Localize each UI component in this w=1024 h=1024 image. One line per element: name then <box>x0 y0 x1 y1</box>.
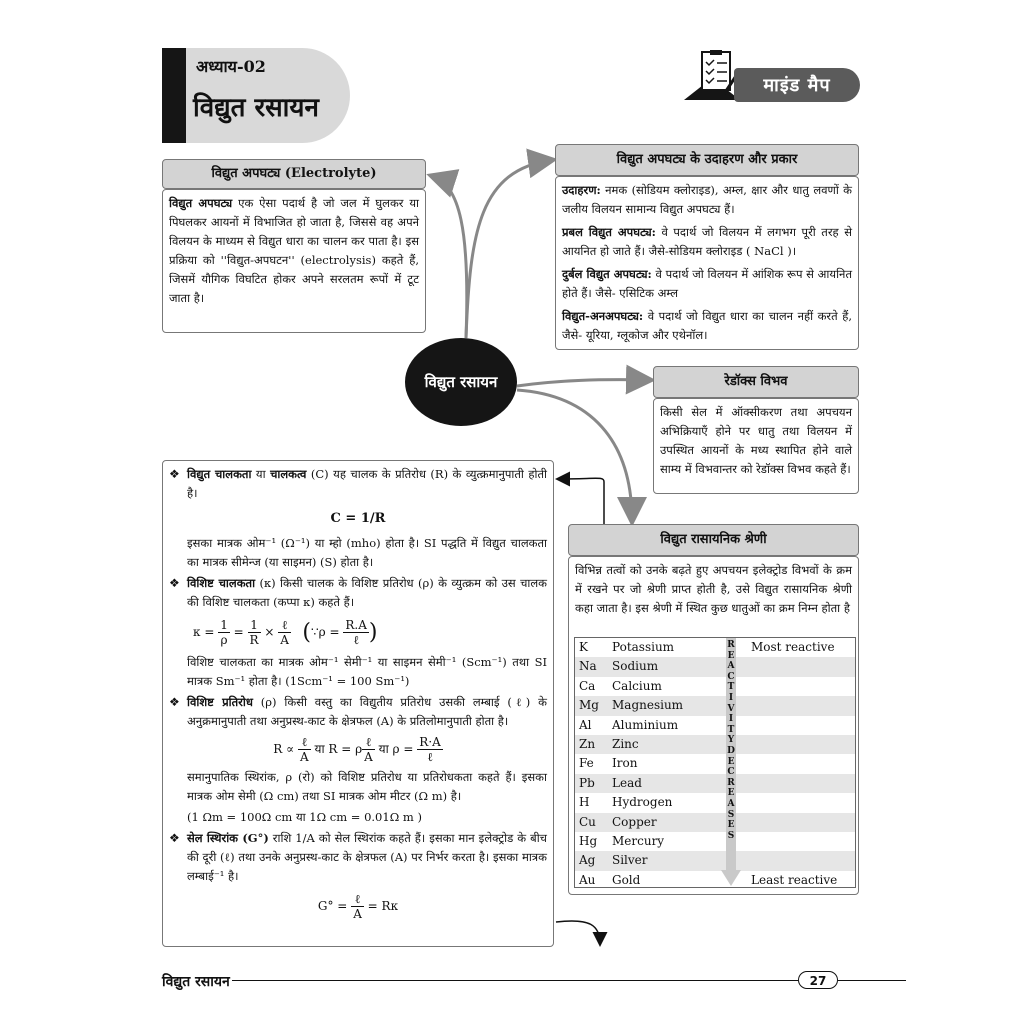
formula-cell-constant: G° = $\frac{\text{ℓ}}{A}$ = Rκ <box>317 892 399 921</box>
conductivity-unit-text: इसका मात्रक ओम⁻¹ (Ω⁻¹) या म्हो (mho) होता है। SI पद्धति में विद्युत चालकता का मात्रक सीमेन्ज (या साइमन) (S) होता है। <box>187 536 547 569</box>
electrolyte-text: एक ऐसा पदार्थ है जो जल में घुलकर या पिघलकर आयनों में विभाजित हो जाता है, जिससे वह अपने विलयन के माध्यम से विद्युत धारा का चालन कर पाता है। इस प्रक्रिया को ''विद्युत-अपघटन'' (electrolysis) कहते हैं, जिसमें यौगिक विघटित होकर अपने सरलतम रूपों में टूट जाता है। <box>169 196 420 305</box>
examples-item-term: प्रबल विद्युत अपघट्य: <box>562 225 656 239</box>
series-row <box>575 677 855 696</box>
resistivity-bullet <box>169 693 547 731</box>
cell-constant-bullet <box>169 829 547 886</box>
connector-to-redox <box>517 380 650 386</box>
conductivity-text: (C) यह चालक के प्रतिरोध (R) के व्युत्क्रमानुपाती होती है। <box>187 467 547 500</box>
series-row <box>575 851 855 870</box>
examples-item-text: वे पदार्थ जो विद्युत धारा का चालन नहीं करते हैं, जैसे- यूरिया, ग्लूकोज और एथेनॉल। <box>562 309 852 342</box>
examples-item-text: नमक (सोडियम क्लोराइड), अम्ल, क्षार और धातु लवणों के जलीय विलयन सामान्य विद्युत अपघट्य हैं। <box>562 183 852 216</box>
electrolyte-term: विद्युत अपघट्य <box>169 196 233 210</box>
reactivity-vertical-label: REACTIVITY DECREASES <box>727 640 735 841</box>
series-element-name: Hydrogen <box>612 795 673 810</box>
rho-text: समानुपातिक स्थिरांक, ρ (रो) को विशिष्ट प्रतिरोध या प्रतिरोधकता कहते हैं। इसका मात्रक ओम सेमी (Ω cm) तथा SI मात्रक ओम मीटर (Ω m) है। <box>187 770 547 803</box>
conductivity-term: विद्युत चालकता <box>187 467 252 481</box>
least-reactive-label: Least reactive <box>751 872 838 887</box>
resistivity-text: (ρ) किसी वस्तु का विद्युतीय प्रतिरोध उसकी लम्बाई (ℓ) के अनुक्रमानुपाती तथा अनुप्रस्थ-काट के क्षेत्रफल (A) के प्रतिलोमानुपाती होता है। <box>187 695 547 728</box>
footer-title: विद्युत रसायन <box>162 974 230 990</box>
examples-box <box>555 176 859 350</box>
or-word: या <box>378 742 389 756</box>
electrolyte-heading: विद्युत अपघट्य (Electrolyte) <box>162 159 426 189</box>
series-row <box>575 657 855 676</box>
series-row <box>575 871 855 890</box>
series-element-name: Zinc <box>612 737 639 751</box>
series-row <box>575 793 855 812</box>
series-row <box>575 638 855 657</box>
connector-to-electrolyte <box>432 176 467 338</box>
series-row <box>575 754 855 773</box>
series-row <box>575 696 855 715</box>
footer-rule <box>232 980 798 981</box>
series-box <box>568 556 859 895</box>
redox-heading: रेडॉक्स विभव <box>653 366 859 398</box>
redox-text: किसी सेल में ऑक्सीकरण तथा अपचयन अभिक्रियाएँ होने पर धातु तथा विलयन में उपस्थित आयनों के मध्य स्थापित होने वाले साम्य में विभवान्तर को रेडॉक्स विभव कहते हैं। <box>660 405 852 476</box>
examples-item-text: वे पदार्थ जो विलयन में आंशिक रूप से आयनित होते हैं। जैसे- एसिटिक अम्ल <box>562 267 852 300</box>
series-symbol: Fe <box>579 756 594 771</box>
chapter-bar <box>162 48 186 143</box>
series-element-name: Magnesium <box>612 698 684 713</box>
formula-kappa: κ = $\frac{1}{\rho}$ = $\frac{1}{R}$ × $\frac{\text{ℓ}}{A}$ (∵ρ = $\frac{R.A}{\text{ℓ}}$ ) <box>193 618 378 647</box>
resistivity-term: विशिष्ट प्रतिरोध <box>187 695 253 709</box>
conductivity-bullet <box>169 465 547 503</box>
series-symbol: Au <box>579 872 596 887</box>
conductivity-box <box>162 460 554 947</box>
series-symbol: Na <box>579 659 597 674</box>
formula-c: C = 1/R <box>330 511 386 526</box>
series-symbol: Hg <box>579 834 598 848</box>
examples-item-text: वे पदार्थ जो विलयन में लगभग पूरी तरह से आयनित हो जाते हैं। जैसे-सोडियम क्लोराइड ( NaCl )। <box>562 225 852 258</box>
rho-conversion: (1 Ωm = 100Ω cm या 1Ω cm = 0.01Ω m ) <box>187 810 422 824</box>
series-symbol: K <box>579 640 588 654</box>
page-number: 27 <box>798 971 838 989</box>
footer-rule-right <box>838 980 906 981</box>
diamond-bullet-icon: ❖ <box>169 695 180 709</box>
redox-box <box>653 398 859 494</box>
specific-conductivity-term: विशिष्ट चालकता <box>187 576 256 590</box>
series-element-name: Calcium <box>612 678 662 693</box>
series-element-name: Lead <box>612 775 642 790</box>
specific-conductivity-text: (κ) किसी चालक के विशिष्ट प्रतिरोध (ρ) के व्युत्क्रम को उस चालक की विशिष्ट चालकता (कप्पा κ) कहते हैं। <box>187 576 547 609</box>
series-symbol: Pb <box>579 775 595 790</box>
series-element-name: Copper <box>612 814 657 829</box>
series-symbol: Ca <box>579 678 596 693</box>
examples-item <box>562 223 852 261</box>
cell-constant-text: राशि 1/A को सेल स्थिरांक कहते हैं। इसका मान इलेक्ट्रोड के बीच की दूरी (ℓ) तथा उनके अनुप्रस्थ-काट के क्षेत्रफल (A) पर निर्भर करता है। इसका मात्रक लम्बाई⁻¹ है। <box>187 831 547 883</box>
examples-item <box>562 265 852 303</box>
series-table <box>574 637 856 888</box>
conductivity-or: या <box>251 467 271 481</box>
center-node: विद्युत रसायन <box>405 338 517 426</box>
series-element-name: Mercury <box>612 834 665 848</box>
diamond-bullet-icon: ❖ <box>169 467 180 481</box>
series-element-name: Gold <box>612 872 641 887</box>
series-element-name: Potassium <box>612 640 675 654</box>
examples-item-term: दुर्बल विद्युत अपघट्य: <box>562 267 652 281</box>
specific-conductivity-bullet <box>169 574 547 612</box>
diamond-bullet-icon: ❖ <box>169 831 180 845</box>
most-reactive-label: Most reactive <box>751 640 835 654</box>
series-symbol: H <box>579 795 590 810</box>
examples-item-term: विद्युत-अनअपघट्य: <box>562 309 644 323</box>
series-row <box>575 716 855 735</box>
connector-continue <box>556 921 600 944</box>
series-element-name: Silver <box>612 853 648 868</box>
series-symbol: Mg <box>579 698 599 713</box>
examples-item <box>562 307 852 345</box>
series-element-name: Iron <box>612 756 638 771</box>
series-element-name: Sodium <box>612 659 659 674</box>
series-heading: विद्युत रासायनिक श्रेणी <box>568 524 859 556</box>
chapter-title: विद्युत रसायन <box>193 93 319 123</box>
series-symbol: Zn <box>579 737 596 751</box>
kappa-unit-text: विशिष्ट चालकता का मात्रक ओम⁻¹ सेमी⁻¹ या साइमन सेमी⁻¹ (Scm⁻¹) तथा SI मात्रक Sm⁻¹ होता है। (1Scm⁻¹ = 100 Sm⁻¹) <box>187 655 547 688</box>
series-symbol: Cu <box>579 814 596 829</box>
series-symbol: Ag <box>579 853 596 868</box>
connector-to-examples <box>466 160 552 338</box>
since-rho: ∵ρ = <box>310 625 340 639</box>
series-row <box>575 813 855 832</box>
formula-resistivity: R ∝ $\frac{\text{ℓ}}{A}$ या R = ρ $\frac{\text{ℓ}}{A}$ या ρ = $\frac{R\cdot A}{\text{ℓ}}$ <box>273 735 441 764</box>
series-symbol: Al <box>579 717 592 732</box>
series-element-name: Aluminium <box>612 717 679 732</box>
conductance-term: चालकत्व <box>270 467 307 481</box>
series-row <box>575 774 855 793</box>
diamond-bullet-icon: ❖ <box>169 576 180 590</box>
series-text: विभिन्न तत्वों को उनके बढ़ते हुए अपचयन इलेक्ट्रोड विभवों के क्रम में रखने पर जो श्रेणी प्राप्त होती है, उसे विद्युत रासायनिक श्रेणी कहा जाता है। इस श्रेणी में स्थित कुछ धातुओं का क्रम निम्न होता है <box>575 563 852 615</box>
connector-series-to-conductivity <box>558 478 604 524</box>
electrolyte-box <box>162 189 426 333</box>
examples-item-term: उदाहरण: <box>562 183 601 197</box>
mindmap-badge: माइंड मैप <box>734 68 860 102</box>
chapter-label: अध्याय-02 <box>196 57 266 76</box>
series-row <box>575 832 855 851</box>
or-word: या <box>314 742 325 756</box>
cell-constant-term: सेल स्थिरांक (G°) <box>187 831 269 845</box>
examples-item <box>562 181 852 219</box>
series-row <box>575 735 855 754</box>
examples-heading: विद्युत अपघट्य के उदाहरण और प्रकार <box>555 144 859 176</box>
